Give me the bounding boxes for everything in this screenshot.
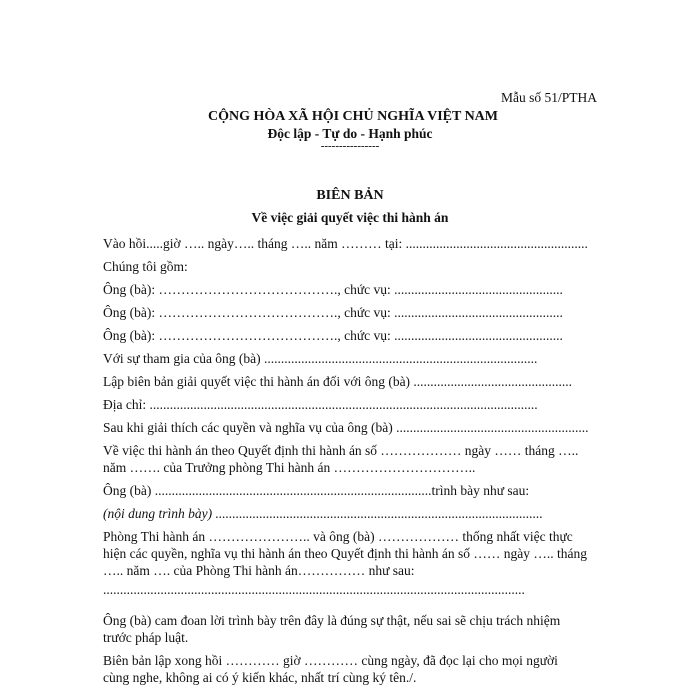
member-line-2: Ông (bà): …………………………………., chức vụ: .................................................. <box>103 305 563 320</box>
document-subtitle: Về việc giải quyết việc thi hành án <box>251 210 449 225</box>
presentation-line: Ông (bà) ..................................................................................trình bày như sau: <box>103 483 530 498</box>
agreement-line-2: hiện các quyền, nghĩa vụ thi hành án theo Quyết định thi hành án số …… ngày ….. tháng <box>103 546 588 561</box>
address-line: Địa chỉ: ................................................................................................................... <box>103 397 538 412</box>
agreement-line-3: ….. năm …. của Phòng Thi hành án…………… như sau: <box>103 563 415 578</box>
closing-line-1: Biên bản lập xong hồi ………… giờ ………… cùng ngày, đã đọc lại cho mọi người <box>103 653 558 668</box>
explain-line: Sau khi giải thích các quyền và nghĩa vụ của ông (bà) ......................................................... <box>103 420 589 435</box>
closing-line-2: cùng nghe, không ai có ý kiến khác, nhất trí cùng ký tên./. <box>103 670 417 685</box>
content-line: (nội dung trình bày) ................................................................................................. <box>103 506 543 521</box>
members-heading: Chúng tôi gồm: <box>103 259 188 274</box>
document-title: BIÊN BẢN <box>316 188 384 203</box>
document-body <box>103 235 598 686</box>
form-code: Mẫu số 51/PTHA <box>500 90 597 105</box>
header-separator: ---------------- <box>320 140 380 152</box>
title-block <box>0 188 700 226</box>
nation-name: CỘNG HÒA XÃ HỘI CHỦ NGHĨA VIỆT NAM <box>207 109 498 124</box>
member-line-3: Ông (bà): …………………………………., chức vụ: .................................................. <box>103 328 563 343</box>
agreement-line-1: Phòng Thi hành án ………………….. và ông (bà) ……………… thống nhất việc thực <box>103 529 573 544</box>
time-place-line: Vào hồi.....giờ ….. ngày….. tháng ….. năm ……… tại: ...................................................... <box>103 236 588 251</box>
national-header <box>0 109 700 152</box>
participation-line: Với sự tham gia của ông (bà) ................................................................................. <box>103 351 538 366</box>
motto: Độc lập - Tự do - Hạnh phúc <box>267 126 433 141</box>
decision-line-2: năm ……. của Trưởng phòng Thi hành án ………………………….. <box>103 460 476 475</box>
commitment-line-2: trước pháp luật. <box>103 630 189 645</box>
member-line-1: Ông (bà): …………………………………., chức vụ: .................................................. <box>103 282 563 297</box>
dotted-line: ............................................................................................................................. <box>103 582 525 597</box>
record-line: Lập biên bản giải quyết việc thi hành án đối với ông (bà) ............................................... <box>103 374 573 389</box>
commitment-line-1: Ông (bà) cam đoan lời trình bày trên đây là đúng sự thật, nếu sai sẽ chịu trách nhiệm <box>103 613 561 628</box>
decision-line-1: Về việc thi hành án theo Quyết định thi hành án số ……………… ngày …… tháng ….. <box>103 443 579 458</box>
